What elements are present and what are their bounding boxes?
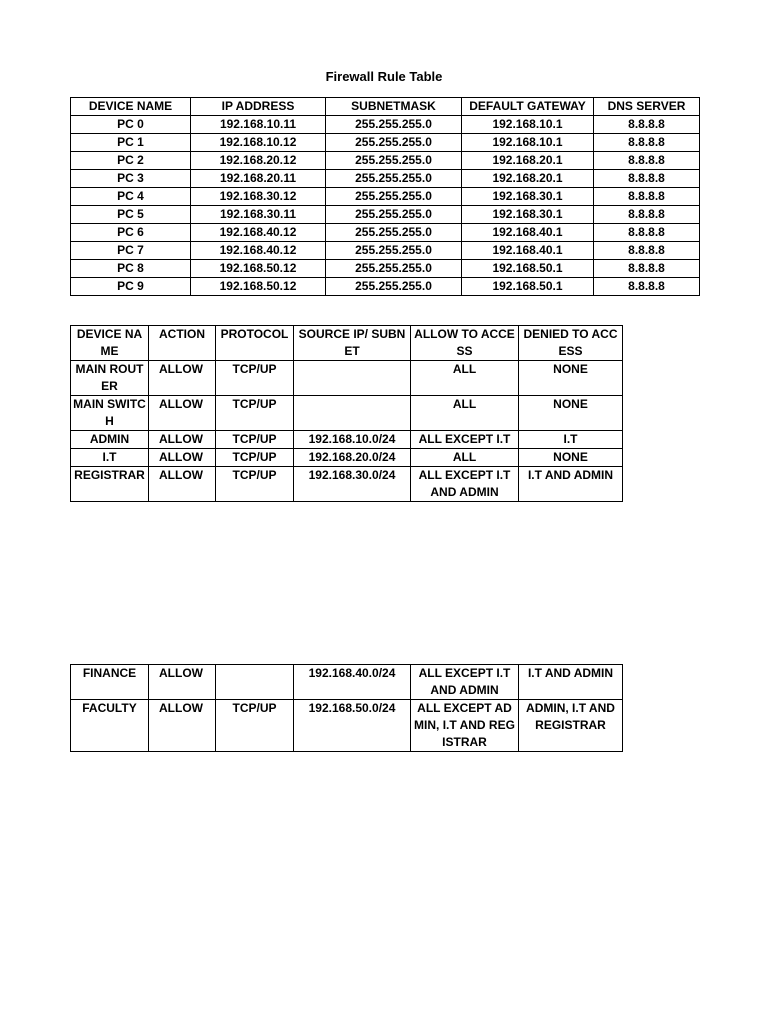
cell-device: PC 1 [71, 134, 191, 152]
cell-allow: ALL [411, 361, 519, 396]
cell-device: PC 9 [71, 278, 191, 296]
cell-protocol [216, 665, 294, 700]
cell-gateway: 192.168.10.1 [462, 134, 594, 152]
cell-device: ADMIN [71, 431, 149, 449]
cell-action: ALLOW [149, 396, 216, 431]
table-row [71, 260, 700, 278]
cell-gateway: 192.168.50.1 [462, 260, 594, 278]
cell-denied: I.T AND ADMIN [519, 665, 623, 700]
cell-protocol: TCP/UP [216, 396, 294, 431]
cell-device: FINANCE [71, 665, 149, 700]
cell-action: ALLOW [149, 449, 216, 467]
cell-source-ip: 192.168.30.0/24 [294, 467, 411, 502]
header-default-gateway: DEFAULT GATEWAY [462, 98, 594, 116]
cell-dns: 8.8.8.8 [594, 116, 700, 134]
header-device-name: DEVICE NAME [71, 98, 191, 116]
cell-device: I.T [71, 449, 149, 467]
cell-denied: I.T AND ADMIN [519, 467, 623, 502]
cell-gateway: 192.168.20.1 [462, 152, 594, 170]
cell-action: ALLOW [149, 361, 216, 396]
cell-action: ALLOW [149, 700, 216, 752]
cell-ip: 192.168.30.12 [191, 188, 326, 206]
header-source-ip: SOURCE IP/ SUBNET [294, 326, 411, 361]
cell-source-ip: 192.168.10.0/24 [294, 431, 411, 449]
table-row [71, 170, 700, 188]
table-row [71, 361, 623, 396]
cell-device: PC 8 [71, 260, 191, 278]
cell-subnet: 255.255.255.0 [326, 260, 462, 278]
table-row [71, 396, 623, 431]
cell-action: ALLOW [149, 467, 216, 502]
cell-subnet: 255.255.255.0 [326, 188, 462, 206]
header-allow-to-access: ALLOW TO ACCESS [411, 326, 519, 361]
cell-source-ip: 192.168.20.0/24 [294, 449, 411, 467]
table-row [71, 278, 700, 296]
cell-device: PC 5 [71, 206, 191, 224]
cell-gateway: 192.168.20.1 [462, 170, 594, 188]
cell-allow: ALL EXCEPT I.T AND ADMIN [411, 665, 519, 700]
header-subnet-mask: SUBNETMASK [326, 98, 462, 116]
cell-subnet: 255.255.255.0 [326, 278, 462, 296]
cell-device: MAIN ROUTER [71, 361, 149, 396]
header-denied-to-access: DENIED TO ACCESS [519, 326, 623, 361]
cell-allow: ALL EXCEPT I.T [411, 431, 519, 449]
cell-source-ip [294, 361, 411, 396]
table-row [71, 467, 623, 502]
cell-ip: 192.168.40.12 [191, 224, 326, 242]
table-row [71, 206, 700, 224]
cell-device: MAIN SWITCH [71, 396, 149, 431]
cell-device: PC 4 [71, 188, 191, 206]
cell-gateway: 192.168.30.1 [462, 188, 594, 206]
cell-denied: NONE [519, 396, 623, 431]
firewall-rule-table [70, 325, 623, 502]
cell-gateway: 192.168.50.1 [462, 278, 594, 296]
cell-device: FACULTY [71, 700, 149, 752]
cell-protocol: TCP/UP [216, 431, 294, 449]
cell-subnet: 255.255.255.0 [326, 224, 462, 242]
cell-source-ip: 192.168.40.0/24 [294, 665, 411, 700]
table-row [71, 431, 623, 449]
cell-dns: 8.8.8.8 [594, 170, 700, 188]
cell-subnet: 255.255.255.0 [326, 206, 462, 224]
firewall-rule-table-continued [70, 664, 623, 752]
cell-allow: ALL EXCEPT I.T AND ADMIN [411, 467, 519, 502]
cell-device: PC 7 [71, 242, 191, 260]
cell-dns: 8.8.8.8 [594, 206, 700, 224]
cell-dns: 8.8.8.8 [594, 224, 700, 242]
cell-ip: 192.168.20.11 [191, 170, 326, 188]
cell-gateway: 192.168.10.1 [462, 116, 594, 134]
cell-dns: 8.8.8.8 [594, 188, 700, 206]
cell-device: PC 6 [71, 224, 191, 242]
cell-dns: 8.8.8.8 [594, 278, 700, 296]
cell-ip: 192.168.50.12 [191, 260, 326, 278]
cell-ip: 192.168.10.12 [191, 134, 326, 152]
header-protocol: PROTOCOL [216, 326, 294, 361]
cell-dns: 8.8.8.8 [594, 152, 700, 170]
header-device-name: DEVICE NAME [71, 326, 149, 361]
cell-protocol: TCP/UP [216, 700, 294, 752]
cell-ip: 192.168.30.11 [191, 206, 326, 224]
cell-allow: ALL [411, 396, 519, 431]
cell-protocol: TCP/UP [216, 361, 294, 396]
header-ip-address: IP ADDRESS [191, 98, 326, 116]
cell-source-ip: 192.168.50.0/24 [294, 700, 411, 752]
table-row [71, 224, 700, 242]
cell-subnet: 255.255.255.0 [326, 116, 462, 134]
table-header-row [71, 326, 623, 361]
table-row [71, 116, 700, 134]
table-row [71, 665, 623, 700]
table-row [71, 188, 700, 206]
cell-device: PC 0 [71, 116, 191, 134]
table-row [71, 449, 623, 467]
cell-ip: 192.168.40.12 [191, 242, 326, 260]
cell-subnet: 255.255.255.0 [326, 170, 462, 188]
cell-action: ALLOW [149, 665, 216, 700]
cell-allow: ALL [411, 449, 519, 467]
document-title: Firewall Rule Table [325, 69, 443, 84]
cell-gateway: 192.168.30.1 [462, 206, 594, 224]
cell-denied: NONE [519, 449, 623, 467]
device-ip-table [70, 97, 700, 296]
table-row [71, 152, 700, 170]
table-row [71, 242, 700, 260]
cell-ip: 192.168.10.11 [191, 116, 326, 134]
header-dns-server: DNS SERVER [594, 98, 700, 116]
cell-gateway: 192.168.40.1 [462, 242, 594, 260]
cell-device: PC 3 [71, 170, 191, 188]
table-row [71, 700, 623, 752]
cell-subnet: 255.255.255.0 [326, 134, 462, 152]
cell-allow: ALL EXCEPT ADMIN, I.T AND REGISTRAR [411, 700, 519, 752]
cell-device: REGISTRAR [71, 467, 149, 502]
cell-gateway: 192.168.40.1 [462, 224, 594, 242]
cell-dns: 8.8.8.8 [594, 260, 700, 278]
cell-device: PC 2 [71, 152, 191, 170]
cell-protocol: TCP/UP [216, 467, 294, 502]
cell-denied: I.T [519, 431, 623, 449]
cell-ip: 192.168.20.12 [191, 152, 326, 170]
cell-denied: NONE [519, 361, 623, 396]
cell-action: ALLOW [149, 431, 216, 449]
cell-subnet: 255.255.255.0 [326, 152, 462, 170]
table-row [71, 134, 700, 152]
cell-dns: 8.8.8.8 [594, 134, 700, 152]
cell-ip: 192.168.50.12 [191, 278, 326, 296]
cell-denied: ADMIN, I.T AND REGISTRAR [519, 700, 623, 752]
table-header-row [71, 98, 700, 116]
header-action: ACTION [149, 326, 216, 361]
cell-source-ip [294, 396, 411, 431]
cell-subnet: 255.255.255.0 [326, 242, 462, 260]
cell-dns: 8.8.8.8 [594, 242, 700, 260]
cell-protocol: TCP/UP [216, 449, 294, 467]
